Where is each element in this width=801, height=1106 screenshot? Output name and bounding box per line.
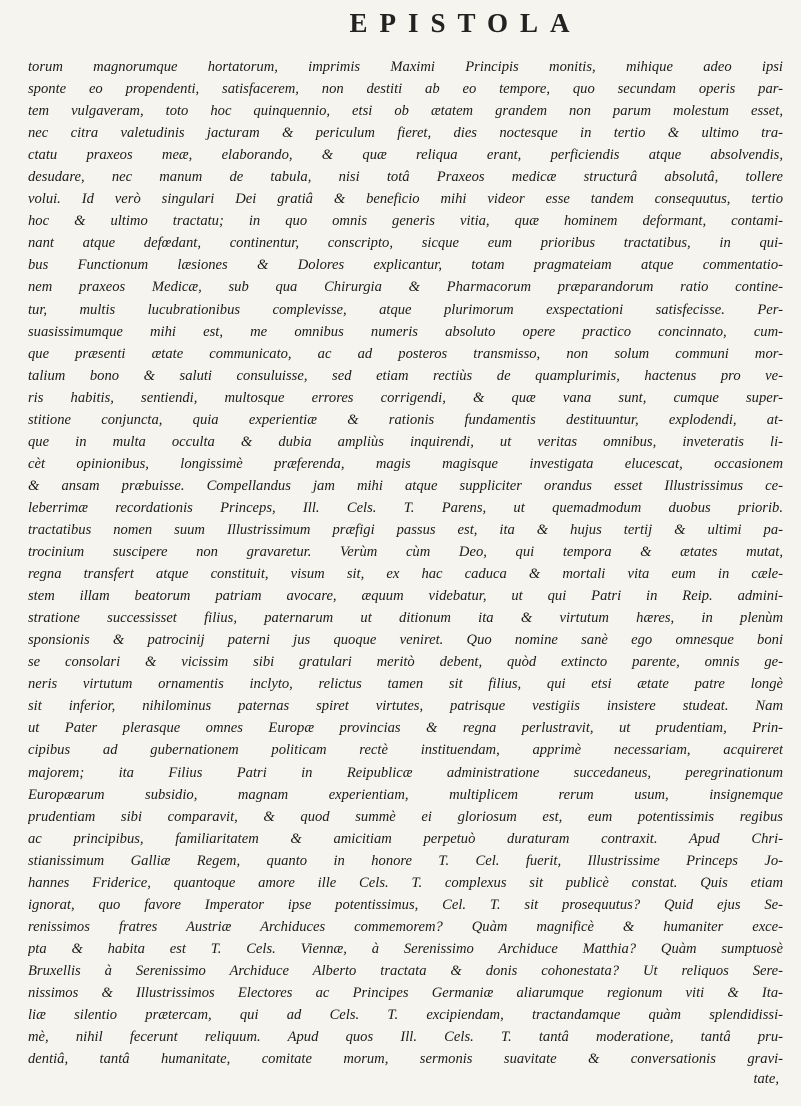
text-line: tur, multis lucubrationibus complevisse, atque plurimorum exspectationi satisfecisse. Per- xyxy=(28,301,783,318)
text-line: ctatu praxeos meæ, elaborando, & quæ reliqua erant, perficiendis atque absolvendis, xyxy=(28,147,783,164)
text-line: tractatibus nomen suum Illustrissimum præfigi passus est, ita & hujus tertij & ultimi pa- xyxy=(28,521,783,538)
text-line: talium bono & saluti consuluisse, sed etiam rectiùs de quamplurimis, hactenus pro ve- xyxy=(28,367,783,384)
text-line: stratione successisset filius, paternarum ut ditionum ita & virtutum hæres, in plenùm xyxy=(28,610,783,627)
text-line: nem praxeos Medicæ, sub qua Chirurgia & Pharmacorum præparandorum ratio contine- xyxy=(28,279,783,296)
text-line: que præsenti ætate communicato, ac ad posteros transmisso, non solum communi mor- xyxy=(28,345,783,362)
text-line: liæ silentio prætercam, qui ad Cels. T. excipiendam, tractandamque quàm splendidissi- xyxy=(28,1007,783,1024)
text-line: bus Functionum læsiones & Dolores explicantur, totam pragmateiam atque commentatio- xyxy=(28,257,783,274)
text-line: ac principibus, familiaritatem & amicitiam perpetuò duraturam contraxit. Apud Chri- xyxy=(28,830,783,847)
text-line: stem illam beatorum patriam avocare, æquum videbatur, ut qui Patri in Reip. admini- xyxy=(28,588,783,605)
text-line: stianissimum Galliæ Regem, quanto in honore T. Cel. fuerit, Illustrissime Princeps Jo- xyxy=(28,852,783,869)
text-line: nissimos & Illustrissimos Electores ac Principes Germaniæ aliarumque regionum viti & Ita- xyxy=(28,984,783,1001)
running-header: EPISTOLA xyxy=(349,7,582,38)
text-line: volui. Id verò singulari Dei gratiâ & beneficio mihi videor esse tandem consequutus, tertio xyxy=(28,191,783,208)
text-line: majorem; ita Filius Patri in Reipublicæ administratione succedaneus, peregrinationum xyxy=(28,764,783,781)
catchword: tate, xyxy=(753,1071,779,1087)
text-line: renissimos fratres Austriæ Archiduces commemorem? Quàm magnificè & humaniter exce- xyxy=(28,918,783,935)
text-line: regna transfert atque constituit, visum sit, ex hac caduca & mortali vita eum in cæle- xyxy=(28,566,783,583)
text-line: hoc & ultimo tractatu; in quo omnis generis vitia, quæ hominem deformant, contami- xyxy=(28,213,783,230)
text-line: sponte eo propendenti, satisfacerem, non destiti ab eo tempore, quo secundam operis par- xyxy=(28,81,783,98)
body-text xyxy=(28,46,783,1070)
text-line: stitione conjuncta, quia experientiæ & rationis fundamentis destituuntur, explodendi, at- xyxy=(28,411,783,428)
text-line: Bruxellis à Serenissimo Archiduce Alberto tractata & donis cohonestata? Ut reliquos Sere- xyxy=(28,962,783,979)
text-line: dentiâ, tantâ humanitate, comitate morum, sermonis suavitate & conversationis gravi- xyxy=(28,1051,783,1068)
text-line: nant atque defœdant, continentur, conscripto, sicque eum prioribus tractatibus, in qui- xyxy=(28,235,783,252)
text-line: que in multa occulta & dubia ampliùs inquirendi, ut veritas omnibus, inveteratis li- xyxy=(28,433,783,450)
text-line: torum magnorumque hortatorum, imprimis Maximi Principis monitis, mihique adeo ipsi xyxy=(28,59,783,75)
text-line: hannes Friderice, quantoque amore ille Cels. T. complexus sit publicè constat. Quis etiam xyxy=(28,874,783,891)
text-line: ignorat, quo favore Imperator ipse potentissimus, Cel. T. sit prosequutus? Quid ejus Se- xyxy=(28,896,783,913)
text-line: neris virtutum ornamentis inclyto, relictus tamen sit filius, qui etsi ætate patre longè xyxy=(28,676,783,693)
text-line: cèt opinionibus, longissimè præferenda, magis magisque investigata elucescat, occasionem xyxy=(28,455,783,472)
text-line: ris habitis, sentiendi, multosque errores corrigendi, & quæ vana sunt, cumque super- xyxy=(28,389,783,406)
text-line: tem vulgaveram, toto hoc quinquennio, etsi ob ætatem grandem non parum molestum esset, xyxy=(28,103,783,120)
text-line: suasissimumque mihi est, me omnibus numeris absoluto opere practico concinnato, cum- xyxy=(28,323,783,340)
text-line: nec citra valetudinis jacturam & periculum fieret, dies noctesque in tertio & ultimo tra- xyxy=(28,125,783,142)
text-line: sit inferior, nihilominus paternas spiret virtutes, patrisque vestigiis insistere studeat. Nam xyxy=(28,698,783,715)
text-line: mè, nihil fecerunt reliquum. Apud quos Ill. Cels. T. tantâ moderatione, tantâ pru- xyxy=(28,1029,783,1046)
text-line: pta & habita est T. Cels. Viennæ, à Serenissimo Archiduce Matthia? Quàm sumptuosè xyxy=(28,940,783,957)
text-line: ut Pater plerasque omnes Europæ provincias & regna perlustravit, ut prudentiam, Prin- xyxy=(28,720,783,737)
text-line: desudare, nec manum de tabula, nisi totâ Praxeos medicæ structurâ absolutâ, tollere xyxy=(28,169,783,186)
text-line: leberrimæ recordationis Princeps, Ill. Cels. T. Parens, ut quemadmodum duobus priorib. xyxy=(28,499,783,516)
text-line: sponsionis & patrocinij paterni jus quoque veniret. Quo nomine sanè ego omnesque boni xyxy=(28,632,783,649)
text-line: Europæarum subsidio, magnam experientiam, multiplicem rerum usum, insignemque xyxy=(28,786,783,803)
text-line: & ansam præbuisse. Compellandus jam mihi atque suppliciter orandus esset Illustrissimus ce- xyxy=(28,477,783,494)
text-line: trocinium suscipere non gravaretur. Verùm cùm Deo, qui tempora & ætates mutat, xyxy=(28,544,783,561)
text-line: prudentiam sibi comparavit, & quod summè ei gloriosum est, eum potentissimis regibus xyxy=(28,808,783,825)
text-line: se consolari & vicissim sibi gratulari meritò debent, quòd extincto parente, omnis ge- xyxy=(28,654,783,671)
text-line: cipibus ad gubernationem politicam rectè instituendam, apprimè necessariam, acquireret xyxy=(28,742,783,759)
